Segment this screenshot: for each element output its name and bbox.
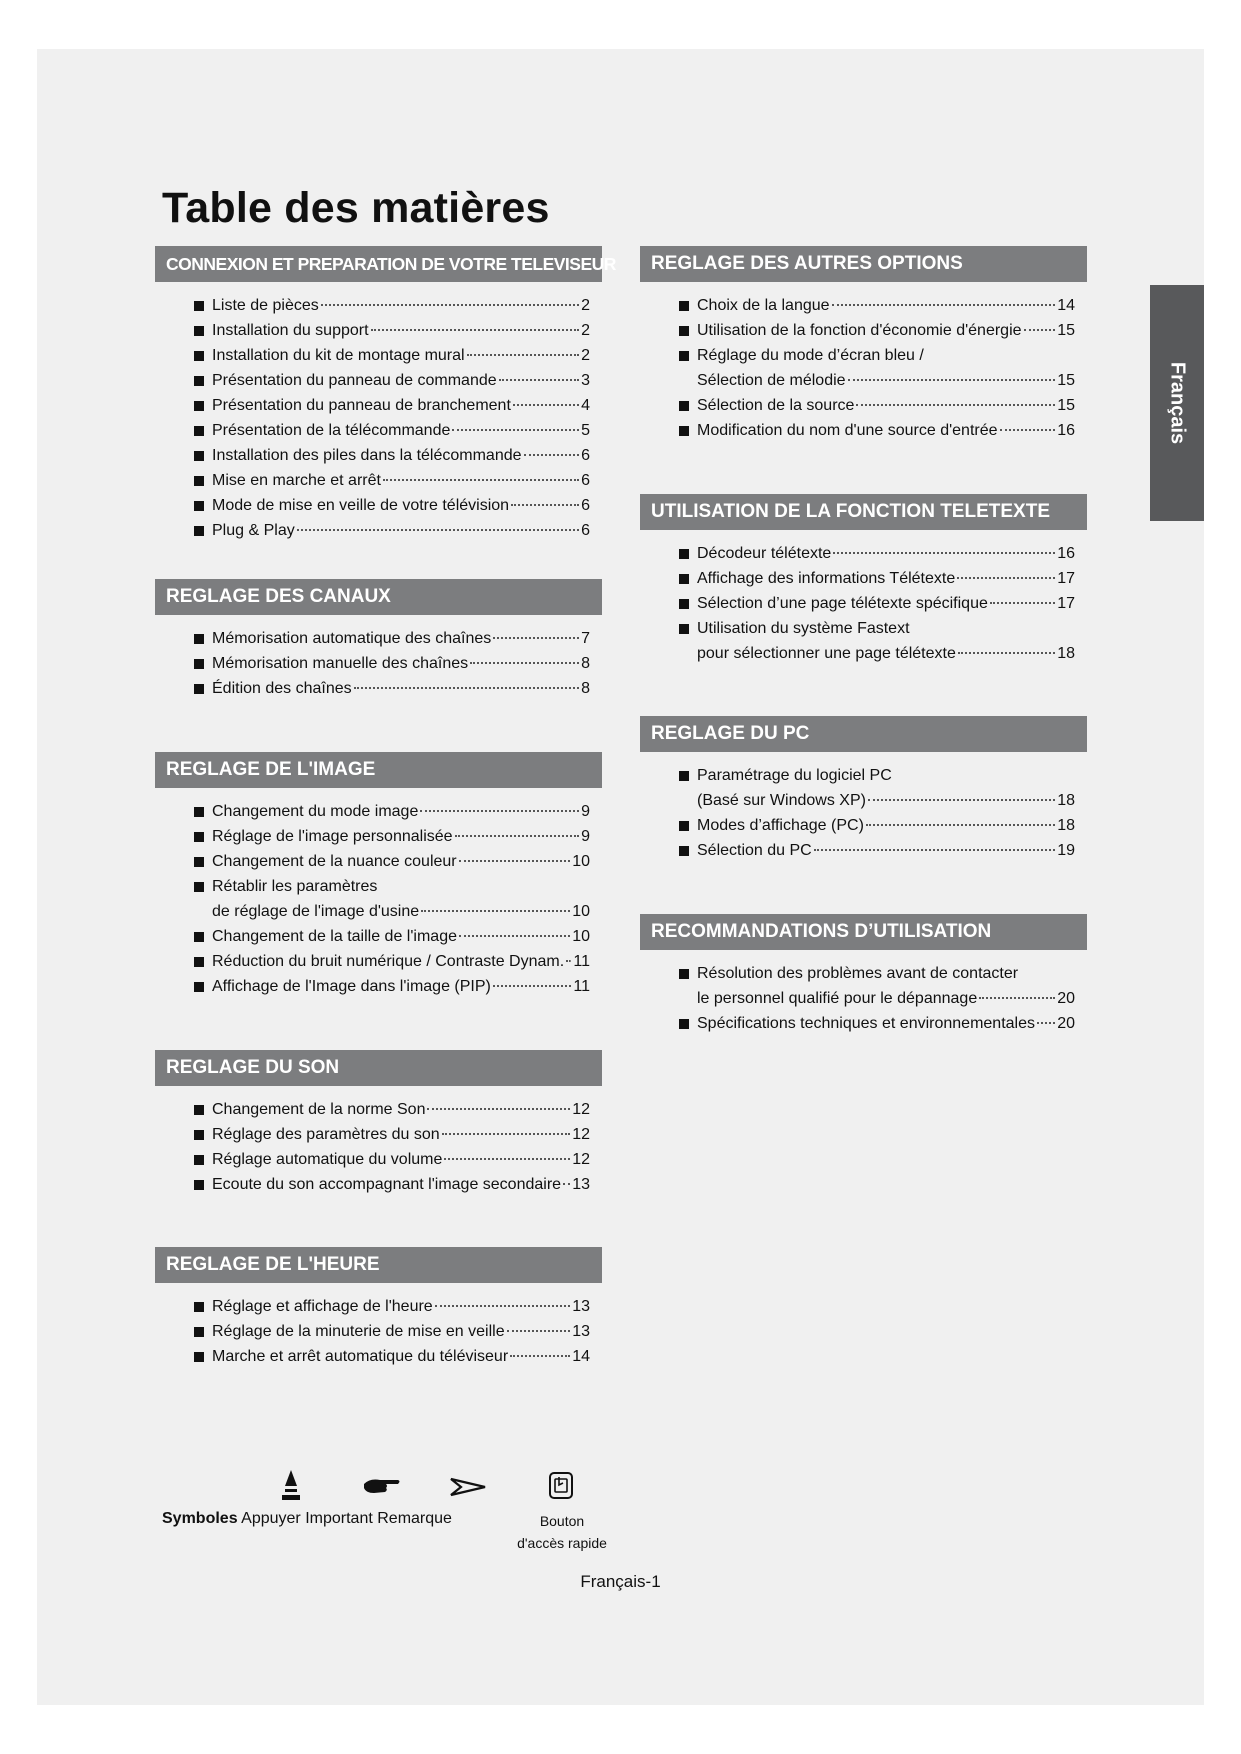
toc-leader-dots bbox=[455, 835, 580, 837]
toc-entry bbox=[155, 1319, 602, 1344]
toc-entry-text: Réglage du mode d’écran bleu / bbox=[697, 347, 924, 364]
toc-leader-dots bbox=[958, 652, 1055, 654]
section-header: REGLAGE DES CANAUX bbox=[155, 579, 602, 615]
language-tab bbox=[1150, 285, 1204, 521]
toc-leader-dots bbox=[990, 602, 1055, 604]
toc-entry-page: 7 bbox=[581, 630, 590, 647]
toc-entry-page: 5 bbox=[581, 422, 590, 439]
section-items bbox=[640, 541, 1087, 666]
toc-entry bbox=[155, 1097, 602, 1122]
arrow-note-icon bbox=[449, 1476, 487, 1498]
toc-leader-dots bbox=[1037, 1022, 1055, 1024]
toc-entry bbox=[155, 1172, 602, 1197]
toc-entry bbox=[155, 651, 602, 676]
toc-entry-text: Marche et arrêt automatique du téléviseur bbox=[212, 1348, 509, 1365]
toc-entry bbox=[155, 849, 602, 874]
quick-access-label-line2: d'accès rapide bbox=[517, 1535, 607, 1551]
toc-entry-text: Réglage de la minuterie de mise en veille bbox=[212, 1323, 505, 1340]
section-items bbox=[155, 626, 602, 701]
toc-leader-dots bbox=[833, 552, 1055, 554]
toc-entry bbox=[155, 1147, 602, 1172]
toc-leader-dots bbox=[459, 935, 570, 937]
toc-leader-dots bbox=[507, 1330, 571, 1332]
toc-entry-text: Utilisation du système Fastext bbox=[697, 620, 910, 637]
toc-leader-dots bbox=[371, 329, 580, 331]
toc-entry bbox=[155, 318, 602, 343]
section-header: REGLAGE DE L'IMAGE bbox=[155, 752, 602, 788]
toc-entry bbox=[155, 443, 602, 468]
toc-leader-dots bbox=[421, 910, 570, 912]
toc-leader-dots bbox=[444, 1158, 570, 1160]
toc-entry-text: Affichage de l'Image dans l'image (PIP) bbox=[212, 978, 491, 995]
toc-entry-text: Choix de la langue bbox=[697, 297, 830, 314]
toc-entry bbox=[640, 838, 1087, 863]
section-header: REGLAGE DU SON bbox=[155, 1050, 602, 1086]
toc-entry-page: 10 bbox=[572, 853, 590, 870]
toc-leader-dots bbox=[493, 637, 579, 639]
toc-entry-page: 15 bbox=[1057, 397, 1075, 414]
toc-entry-page: 16 bbox=[1057, 422, 1075, 439]
toc-entry bbox=[155, 518, 602, 543]
toc-entry-page: 17 bbox=[1057, 570, 1075, 587]
toc-leader-dots bbox=[513, 404, 579, 406]
toc-entry-text: Paramétrage du logiciel PC bbox=[697, 767, 892, 784]
toc-leader-dots bbox=[435, 1305, 571, 1307]
toc-entry-text: Sélection de mélodie bbox=[697, 372, 846, 389]
section-recommandations bbox=[640, 914, 1087, 1036]
toc-entry bbox=[640, 763, 1087, 813]
section-autres-options bbox=[640, 246, 1087, 443]
toc-entry-page: 13 bbox=[572, 1323, 590, 1340]
toc-entry-text: Installation du kit de montage mural bbox=[212, 347, 465, 364]
toc-leader-dots bbox=[563, 1183, 570, 1185]
toc-entry bbox=[640, 566, 1087, 591]
toc-entry bbox=[640, 318, 1087, 343]
toc-entry-page: 18 bbox=[1057, 817, 1075, 834]
toc-entry-page: 6 bbox=[581, 522, 590, 539]
toc-entry-page: 6 bbox=[581, 497, 590, 514]
toc-entry-page: 12 bbox=[572, 1126, 590, 1143]
toc-leader-dots bbox=[566, 960, 571, 962]
toc-entry-text: Réglage de l'image personnalisée bbox=[212, 828, 453, 845]
section-header: REGLAGE DES AUTRES OPTIONS bbox=[640, 246, 1087, 282]
toc-leader-dots bbox=[511, 504, 579, 506]
toc-entry-text: (Basé sur Windows XP) bbox=[697, 792, 866, 809]
toc-leader-dots bbox=[856, 404, 1055, 406]
toc-entry bbox=[155, 493, 602, 518]
toc-entry-text: Modes d’affichage (PC) bbox=[697, 817, 864, 834]
section-image bbox=[155, 752, 602, 999]
toc-entry-page: 12 bbox=[572, 1151, 590, 1168]
toc-entry-text: Décodeur télétexte bbox=[697, 545, 832, 562]
symbols-legend bbox=[162, 1468, 682, 1568]
toc-leader-dots bbox=[297, 529, 579, 531]
toc-entry-text: Édition des chaînes bbox=[212, 680, 352, 697]
toc-entry bbox=[155, 676, 602, 701]
toc-entry-text: Réglage automatique du volume bbox=[212, 1151, 443, 1168]
toc-entry bbox=[640, 616, 1087, 666]
pointing-hand-icon bbox=[362, 1476, 402, 1496]
section-teletexte bbox=[640, 494, 1087, 666]
toc-entry-text: Sélection d’une page télétexte spécifique bbox=[697, 595, 988, 612]
toc-entry-text: Liste de pièces bbox=[212, 297, 319, 314]
language-tab-label: Français bbox=[1166, 361, 1189, 445]
toc-entry-page: 6 bbox=[581, 447, 590, 464]
toc-entry-page: 17 bbox=[1057, 595, 1075, 612]
toc-leader-dots bbox=[1024, 329, 1056, 331]
toc-entry-text: Spécifications techniques et environnementales bbox=[697, 1015, 1035, 1032]
toc-leader-dots bbox=[524, 454, 580, 456]
toc-entry bbox=[155, 1344, 602, 1369]
press-label: Appuyer bbox=[241, 1510, 301, 1527]
toc-entry-text: Changement du mode image bbox=[212, 803, 419, 820]
toc-entry-text: de réglage de l'image d'usine bbox=[212, 903, 420, 920]
toc-entry bbox=[640, 343, 1087, 393]
toc-entry bbox=[155, 343, 602, 368]
toc-leader-dots bbox=[354, 687, 579, 689]
toc-entry bbox=[155, 799, 602, 824]
toc-entry-page: 2 bbox=[581, 322, 590, 339]
toc-leader-dots bbox=[814, 849, 1055, 851]
toc-leader-dots bbox=[420, 810, 579, 812]
quick-access-label-line1: Bouton bbox=[539, 1513, 585, 1529]
toc-entry-text: pour sélectionner une page télétexte bbox=[697, 645, 956, 662]
section-header: UTILISATION DE LA FONCTION TELETEXTE bbox=[640, 494, 1087, 530]
toc-entry bbox=[155, 368, 602, 393]
toc-entry-page: 3 bbox=[581, 372, 590, 389]
toc-entry bbox=[640, 541, 1087, 566]
toc-entry-page: 15 bbox=[1057, 322, 1075, 339]
toc-entry-page: 19 bbox=[1057, 842, 1075, 859]
section-items bbox=[155, 1097, 602, 1197]
section-pc bbox=[640, 716, 1087, 863]
section-items bbox=[155, 799, 602, 999]
toc-entry-page: 14 bbox=[572, 1348, 590, 1365]
section-header: REGLAGE DU PC bbox=[640, 716, 1087, 752]
toc-entry-page: 8 bbox=[581, 680, 590, 697]
toc-entry-page: 8 bbox=[581, 655, 590, 672]
toc-entry bbox=[640, 393, 1087, 418]
toc-entry-text: Mise en marche et arrêt bbox=[212, 472, 381, 489]
toc-entry-page: 10 bbox=[572, 903, 590, 920]
toc-entry-text: Utilisation de la fonction d'économie d'énergie bbox=[697, 322, 1022, 339]
toc-leader-dots bbox=[866, 824, 1055, 826]
toc-leader-dots bbox=[868, 799, 1055, 801]
section-items bbox=[155, 293, 602, 543]
toc-entry-page: 11 bbox=[573, 953, 590, 970]
toc-leader-dots bbox=[493, 985, 572, 987]
toc-leader-dots bbox=[832, 304, 1056, 306]
toc-entry-text: Affichage des informations Télétexte bbox=[697, 570, 956, 587]
toc-entry-page: 16 bbox=[1057, 545, 1075, 562]
toc-entry-text: le personnel qualifié pour le dépannage bbox=[697, 990, 978, 1007]
toc-entry-page: 4 bbox=[581, 397, 590, 414]
toc-entry-page: 13 bbox=[572, 1176, 590, 1193]
toc-leader-dots bbox=[427, 1108, 570, 1110]
toc-entry bbox=[155, 626, 602, 651]
toc-entry-text: Sélection du PC bbox=[697, 842, 812, 859]
toc-entry bbox=[155, 924, 602, 949]
toc-entry-page: 14 bbox=[1057, 297, 1075, 314]
toc-entry-page: 18 bbox=[1057, 792, 1075, 809]
toc-entry bbox=[155, 393, 602, 418]
toc-entry-page: 2 bbox=[581, 297, 590, 314]
page-number: Français-1 bbox=[580, 1572, 661, 1591]
toc-entry-text: Plug & Play bbox=[212, 522, 295, 539]
symbols-label: Symboles bbox=[162, 1510, 238, 1527]
toc-entry-text: Présentation du panneau de commande bbox=[212, 372, 497, 389]
toc-entry bbox=[155, 1294, 602, 1319]
section-header: REGLAGE DE L'HEURE bbox=[155, 1247, 602, 1283]
toc-leader-dots bbox=[452, 429, 579, 431]
toc-entry-text: Ecoute du son accompagnant l'image secondaire bbox=[212, 1176, 562, 1193]
toc-entry-page: 20 bbox=[1057, 990, 1075, 1007]
toc-entry-text: Sélection de la source bbox=[697, 397, 855, 414]
toc-entry bbox=[640, 293, 1087, 318]
page-title: Table des matières bbox=[162, 184, 550, 232]
toc-leader-dots bbox=[499, 379, 579, 381]
toc-entry bbox=[155, 1122, 602, 1147]
section-heure bbox=[155, 1247, 602, 1369]
toc-entry-text: Changement de la taille de l'image bbox=[212, 928, 457, 945]
toc-entry bbox=[155, 293, 602, 318]
toc-entry-text: Installation des piles dans la télécommande bbox=[212, 447, 522, 464]
toc-entry-text: Changement de la nuance couleur bbox=[212, 853, 457, 870]
section-items bbox=[155, 1294, 602, 1369]
toc-leader-dots bbox=[957, 577, 1055, 579]
toc-entry-page: 2 bbox=[581, 347, 590, 364]
toc-entry bbox=[640, 418, 1087, 443]
toc-entry bbox=[155, 874, 602, 924]
toc-entry bbox=[640, 813, 1087, 838]
toc-entry-page: 20 bbox=[1057, 1015, 1075, 1032]
section-connexion bbox=[155, 246, 616, 543]
toc-leader-dots bbox=[383, 479, 579, 481]
toc-entry-text: Installation du support bbox=[212, 322, 369, 339]
toc-entry-text: Mode de mise en veille de votre télévision bbox=[212, 497, 510, 514]
section-items bbox=[640, 293, 1087, 443]
toc-entry-text: Réglage et affichage de l'heure bbox=[212, 1298, 433, 1315]
toc-entry bbox=[155, 974, 602, 999]
toc-entry bbox=[155, 468, 602, 493]
section-items bbox=[640, 763, 1087, 863]
section-canaux bbox=[155, 579, 602, 701]
toc-entry-page: 13 bbox=[572, 1298, 590, 1315]
toc-entry-page: 9 bbox=[581, 828, 590, 845]
toc-leader-dots bbox=[467, 354, 580, 356]
toc-leader-dots bbox=[510, 1355, 570, 1357]
toc-entry-page: 6 bbox=[581, 472, 590, 489]
note-label: Remarque bbox=[377, 1510, 452, 1527]
toc-entry-text: Mémorisation manuelle des chaînes bbox=[212, 655, 469, 672]
toc-entry-page: 10 bbox=[572, 928, 590, 945]
toc-entry-text: Changement de la norme Son bbox=[212, 1101, 426, 1118]
toc-entry-page: 15 bbox=[1057, 372, 1075, 389]
toc-entry-text: Rétablir les paramètres bbox=[212, 878, 378, 895]
toc-leader-dots bbox=[459, 860, 571, 862]
quick-access-button-icon bbox=[548, 1470, 574, 1500]
toc-entry bbox=[640, 961, 1087, 1011]
toc-entry bbox=[155, 949, 602, 974]
toc-entry-page: 12 bbox=[572, 1101, 590, 1118]
toc-entry-page: 11 bbox=[573, 978, 590, 995]
toc-leader-dots bbox=[321, 304, 579, 306]
section-items bbox=[640, 961, 1087, 1036]
section-son bbox=[155, 1050, 602, 1197]
toc-entry-text: Présentation de la télécommande bbox=[212, 422, 451, 439]
toc-entry-text: Réduction du bruit numérique / Contraste Dynam. bbox=[212, 953, 565, 970]
toc-leader-dots bbox=[442, 1133, 571, 1135]
symbols-labels bbox=[162, 1510, 452, 1528]
section-header: RECOMMANDATIONS D’UTILISATION bbox=[640, 914, 1087, 950]
toc-entry-page: 18 bbox=[1057, 645, 1075, 662]
toc-leader-dots bbox=[470, 662, 579, 664]
toc-entry-text: Présentation du panneau de branchement bbox=[212, 397, 511, 414]
toc-entry bbox=[640, 591, 1087, 616]
toc-entry-text: Résolution des problèmes avant de contacter bbox=[697, 965, 1019, 982]
section-header: CONNEXION ET PREPARATION DE VOTRE TELEVISEUR bbox=[155, 246, 602, 282]
toc-leader-dots bbox=[979, 997, 1055, 999]
toc-entry-text: Mémorisation automatique des chaînes bbox=[212, 630, 492, 647]
press-icon bbox=[280, 1468, 302, 1502]
toc-entry-text: Modification du nom d'une source d'entrée bbox=[697, 422, 998, 439]
toc-entry bbox=[155, 418, 602, 443]
important-label: Important bbox=[305, 1510, 373, 1527]
toc-leader-dots bbox=[1000, 429, 1056, 431]
toc-entry-text: Réglage des paramètres du son bbox=[212, 1126, 440, 1143]
quick-access-label bbox=[512, 1510, 612, 1554]
toc-entry bbox=[155, 824, 602, 849]
toc-entry bbox=[640, 1011, 1087, 1036]
toc-entry-page: 9 bbox=[581, 803, 590, 820]
toc-leader-dots bbox=[848, 379, 1056, 381]
